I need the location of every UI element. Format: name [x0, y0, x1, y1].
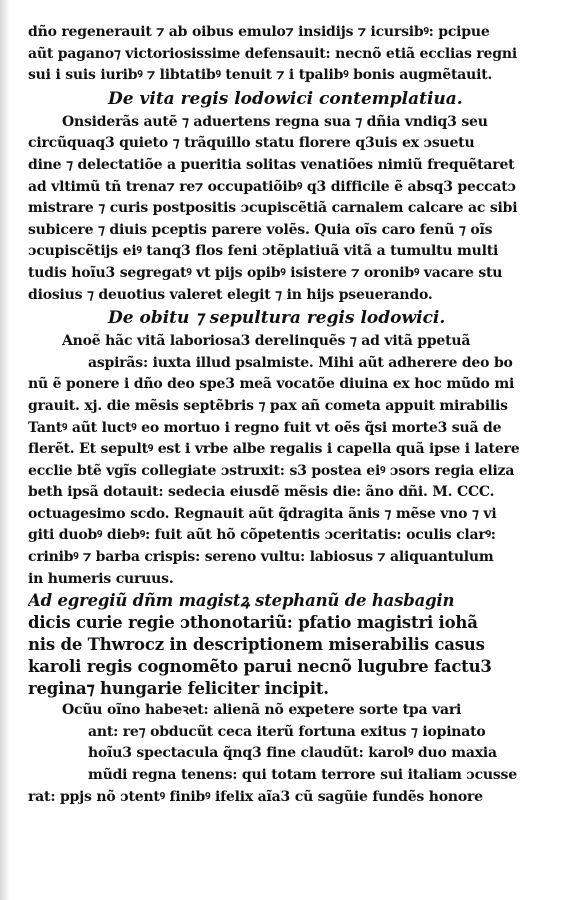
- text-line: octuagesimo scdo. Regnauit aũt q̃dragita ãnis ⁊ mẽse vno ⁊ vi: [28, 505, 497, 522]
- text-line: aspirãs: iuxta illud psalmiste. Mihi aũt adherere deo bo: [88, 354, 513, 371]
- text-line: Anoẽ hãc vitã laboriosa3 derelinquẽs ⁊ ad vitã ppetuã: [62, 333, 471, 350]
- heading-death-and-burial: De obitu ⁊ sepultura regis lodowici.: [108, 308, 446, 329]
- text-line: aũt pagano⁊ victoriosissime defensauit: necnõ etiã ecclias regni: [28, 45, 517, 62]
- text-line: ɔcupiscẽtijs eiꝰ tanq3 flos feni ɔtẽplatiuã vitã a tumultu multi: [28, 243, 499, 260]
- text-line: Tantꝰ aũt luctꝰ eo mortuo i regno fuit vt oẽs q̃si morte3 suã de: [28, 419, 502, 436]
- text-line: diosius ⁊ deuotius valeret elegit ⁊ in hijs pseuerando.: [28, 286, 433, 303]
- text-line: dine ⁊ delectatiõe a pueritia solitas venatiões nimiũ frequẽtaret: [28, 156, 515, 173]
- text-line: grauit. xj. die mẽsis septẽbris ⁊ pax añ cometa appuit mirabilis: [28, 397, 508, 414]
- text-line: nũ ẽ ponere i dño deo spe3 meã vocatõe diuina ex hoc mũdo mi: [28, 376, 515, 393]
- text-line: mistrare ⁊ curis postpositis ɔcupiscẽtiã carnalem calcare ac sibi: [28, 200, 518, 217]
- text-line: ant: re⁊ obducũt ceca iterũ fortuna exitus ⁊ iopinato: [88, 723, 486, 740]
- text-line: crinibꝰ ⁊ barba crispis: sereno vultu: labiosus ⁊ aliquantulum: [28, 549, 494, 566]
- text-line: tudis hoĩu3 segregatꝰ vt pijs opibꝰ isistere ⁊ oronibꝰ vacare stu: [28, 264, 503, 281]
- paragraph-contemplative-life: [28, 112, 543, 306]
- text-line: Ocũu oĩno habeꝛet: alienã nõ expetere sorte tpa vari: [62, 702, 462, 719]
- text-line: circũquaq3 quieto ⁊ trãquillo statu florere q3uis ex ɔsuetu: [28, 135, 475, 152]
- text-line: subicere ⁊ diuis pceptis parere volẽs. Quia oĩs caro fenũ ⁊ oĩs: [28, 221, 493, 238]
- text-line: sui i suis iuribꝰ ⁊ libtatibꝰ tenuit ⁊ i tpalibꝰ bonis augmẽtauit.: [28, 67, 493, 84]
- text-line: dño regenerauit ⁊ ab oibus emulo⁊ insidijs ⁊ icursibꝰ: pcipue: [28, 24, 490, 40]
- heading-line: Ad egregiũ dñm magistꝝ stephanũ de hasbagin: [28, 591, 455, 611]
- text-line: Onsiderãs autẽ ⁊ aduertens regna sua ⁊ dñia vndiq3 seu: [62, 113, 488, 130]
- text-line: in humeris curuus.: [28, 570, 174, 587]
- paragraph-death-and-burial: [28, 331, 543, 590]
- text-line: ecclie btẽ vgĩs collegiate ɔstruxit: s3 postea eiꝰ ɔsors regia eliza: [28, 462, 515, 479]
- paragraph-preface-text: [28, 700, 543, 808]
- text-line: ad vltimũ tñ trena⁊ re⁊ occupatiõibꝰ q3 difficile ẽ absq3 peccatɔ: [28, 178, 516, 195]
- text-line: beth ipsã dotauit: sedecia eiusdẽ mẽsis die: ãno dñi. M. CCC.: [28, 484, 495, 501]
- heading-contemplative-life: De vita regis lodowici contemplatiua.: [108, 88, 463, 109]
- heading-line: dicis curie regie ɔthonotariũ: pfatio magistri iohã: [28, 613, 478, 633]
- text-line: hoĩu3 spectacula q̃nq3 fine claudũt: karolꝰ duo maxia: [88, 745, 497, 762]
- heading-line: nis de Thwrocz in descriptionem miserabilis casus: [28, 635, 485, 655]
- heading-preface-thwrocz: [28, 590, 543, 700]
- heading-line: regina⁊ hungarie feliciter incipit.: [28, 679, 329, 699]
- paragraph-royal-defense: [28, 22, 543, 87]
- heading-line: karoli regis cognomẽto parui necnõ lugubre factu3: [28, 657, 492, 677]
- text-line: giti duobꝰ diebꝰ: fuit aũt hõ cõpetentis ɔceritatis: oculis clarꝰ:: [28, 527, 496, 544]
- text-line: flerẽt. Et sepultꝰ est i vrbe albe regalis i capella quã ipse i latere: [28, 441, 520, 458]
- text-line: mũdi regna tenens: qui totam terrore sui italiam ɔcusse: [88, 767, 517, 784]
- text-line: rat: ppjs nõ ɔtentꝰ finibꝰ ifelix aĩa3 cũ sagũie fundẽs honore: [28, 788, 483, 805]
